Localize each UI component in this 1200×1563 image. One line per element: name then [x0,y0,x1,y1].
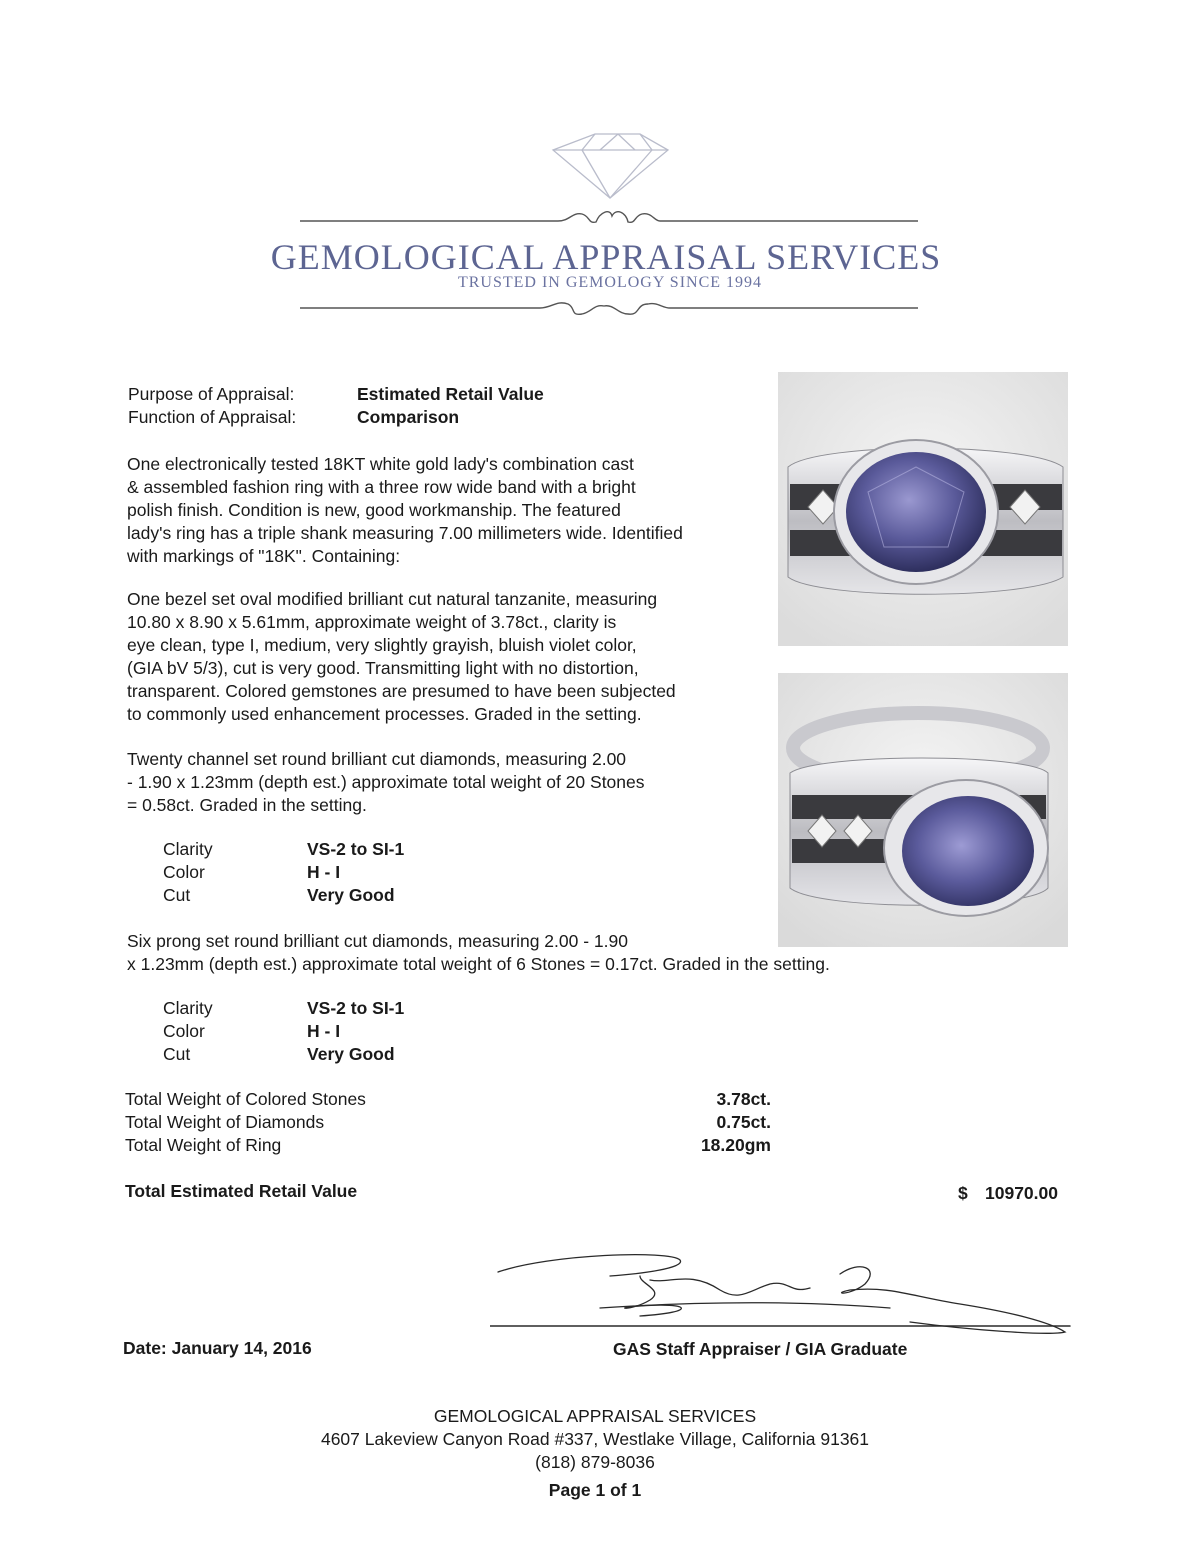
grade1-color-label: Color [163,862,205,882]
tanzanite-description-line: to commonly used enhancement processes. Graded in the setting. [127,704,642,724]
total-ring-label: Total Weight of Ring [125,1135,282,1155]
bottom-ornament [300,303,918,314]
company-tagline: TRUSTED IN GEMOLOGY SINCE 1994 [457,274,763,291]
company-name: GEMOLOGICAL APPRAISAL SERVICES [270,237,942,277]
channel-diamonds-line: = 0.58ct. Graded in the setting. [127,795,367,815]
total-colored-label: Total Weight of Colored Stones [125,1089,366,1109]
grade1-cut-label: Cut [163,885,191,905]
ring-description-line: polish finish. Condition is new, good workmanship. The featured [127,500,621,520]
ring-description-line: lady's ring has a triple shank measuring 7.00 millimeters wide. Identified [127,523,683,543]
ring-photo-front [778,372,1068,646]
channel-diamonds-description [127,748,767,817]
appraiser-signature [490,1250,1080,1350]
purpose-label: Purpose of Appraisal: [128,384,295,404]
grade2-clarity-value: VS-2 to SI-1 [307,998,405,1018]
grade1-clarity-label: Clarity [163,839,213,859]
function-label: Function of Appraisal: [128,407,297,427]
tanzanite-description [127,588,767,726]
retail-value-label: Total Estimated Retail Value [125,1181,358,1201]
footer-company: GEMOLOGICAL APPRAISAL SERVICES [433,1406,757,1426]
ring-photo-angle [778,673,1068,947]
tanzanite-description-line: One bezel set oval modified brilliant cut natural tanzanite, measuring [127,589,658,609]
grade1-clarity-value: VS-2 to SI-1 [307,839,405,859]
total-diamonds-value: 0.75ct. [716,1112,771,1132]
grade2-color-label: Color [163,1021,205,1041]
grade2-color-value: H - I [307,1021,341,1041]
page-number: Page 1 of 1 [548,1480,642,1500]
total-diamonds-label: Total Weight of Diamonds [125,1112,325,1132]
prong-diamonds-line: Six prong set round brilliant cut diamonds, measuring 2.00 - 1.90 [127,931,628,951]
grade2-clarity-label: Clarity [163,998,213,1018]
footer-phone: (818) 879-8036 [535,1452,655,1472]
grade1-cut-value: Very Good [307,885,395,905]
company-logo [300,128,920,328]
tanzanite-description-line: eye clean, type I, medium, very slightly grayish, bluish violet color, [127,635,637,655]
total-ring-value: 18.20gm [700,1135,771,1155]
tanzanite-description-line: (GIA bV 5/3), cut is very good. Transmitting light with no distortion, [127,658,639,678]
total-colored-value: 3.78ct. [716,1089,771,1109]
function-value: Comparison [357,407,460,427]
grade2-cut-label: Cut [163,1044,191,1064]
purpose-value: Estimated Retail Value [357,384,544,404]
ring-description-line: & assembled fashion ring with a three row wide band with a bright [127,477,636,497]
grade1-color-value: H - I [307,862,341,882]
diamond-icon [553,134,668,198]
channel-diamonds-line: - 1.90 x 1.23mm (depth est.) approximate total weight of 20 Stones [127,772,645,792]
ring-description-line: One electronically tested 18KT white gold lady's combination cast [127,454,634,474]
channel-diamonds-line: Twenty channel set round brilliant cut diamonds, measuring 2.00 [127,749,627,769]
tanzanite-description-line: 10.80 x 8.90 x 5.61mm, approximate weight of 3.78ct., clarity is [127,612,617,632]
appraiser-title: GAS Staff Appraiser / GIA Graduate [613,1339,908,1359]
ring-description [127,453,767,568]
retail-currency: $ [958,1183,968,1203]
top-ornament [300,212,918,223]
prong-diamonds-line: x 1.23mm (depth est.) approximate total weight of 6 Stones = 0.17ct. Graded in the setting. [127,954,830,974]
grade2-cut-value: Very Good [307,1044,395,1064]
ring-description-line: with markings of "18K". Containing: [127,546,401,566]
appraisal-date: Date: January 14, 2016 [123,1338,312,1358]
footer-address: 4607 Lakeview Canyon Road #337, Westlake Village, California 91361 [320,1429,870,1449]
retail-value: 10970.00 [985,1183,1058,1203]
tanzanite-description-line: transparent. Colored gemstones are presumed to have been subjected [127,681,676,701]
